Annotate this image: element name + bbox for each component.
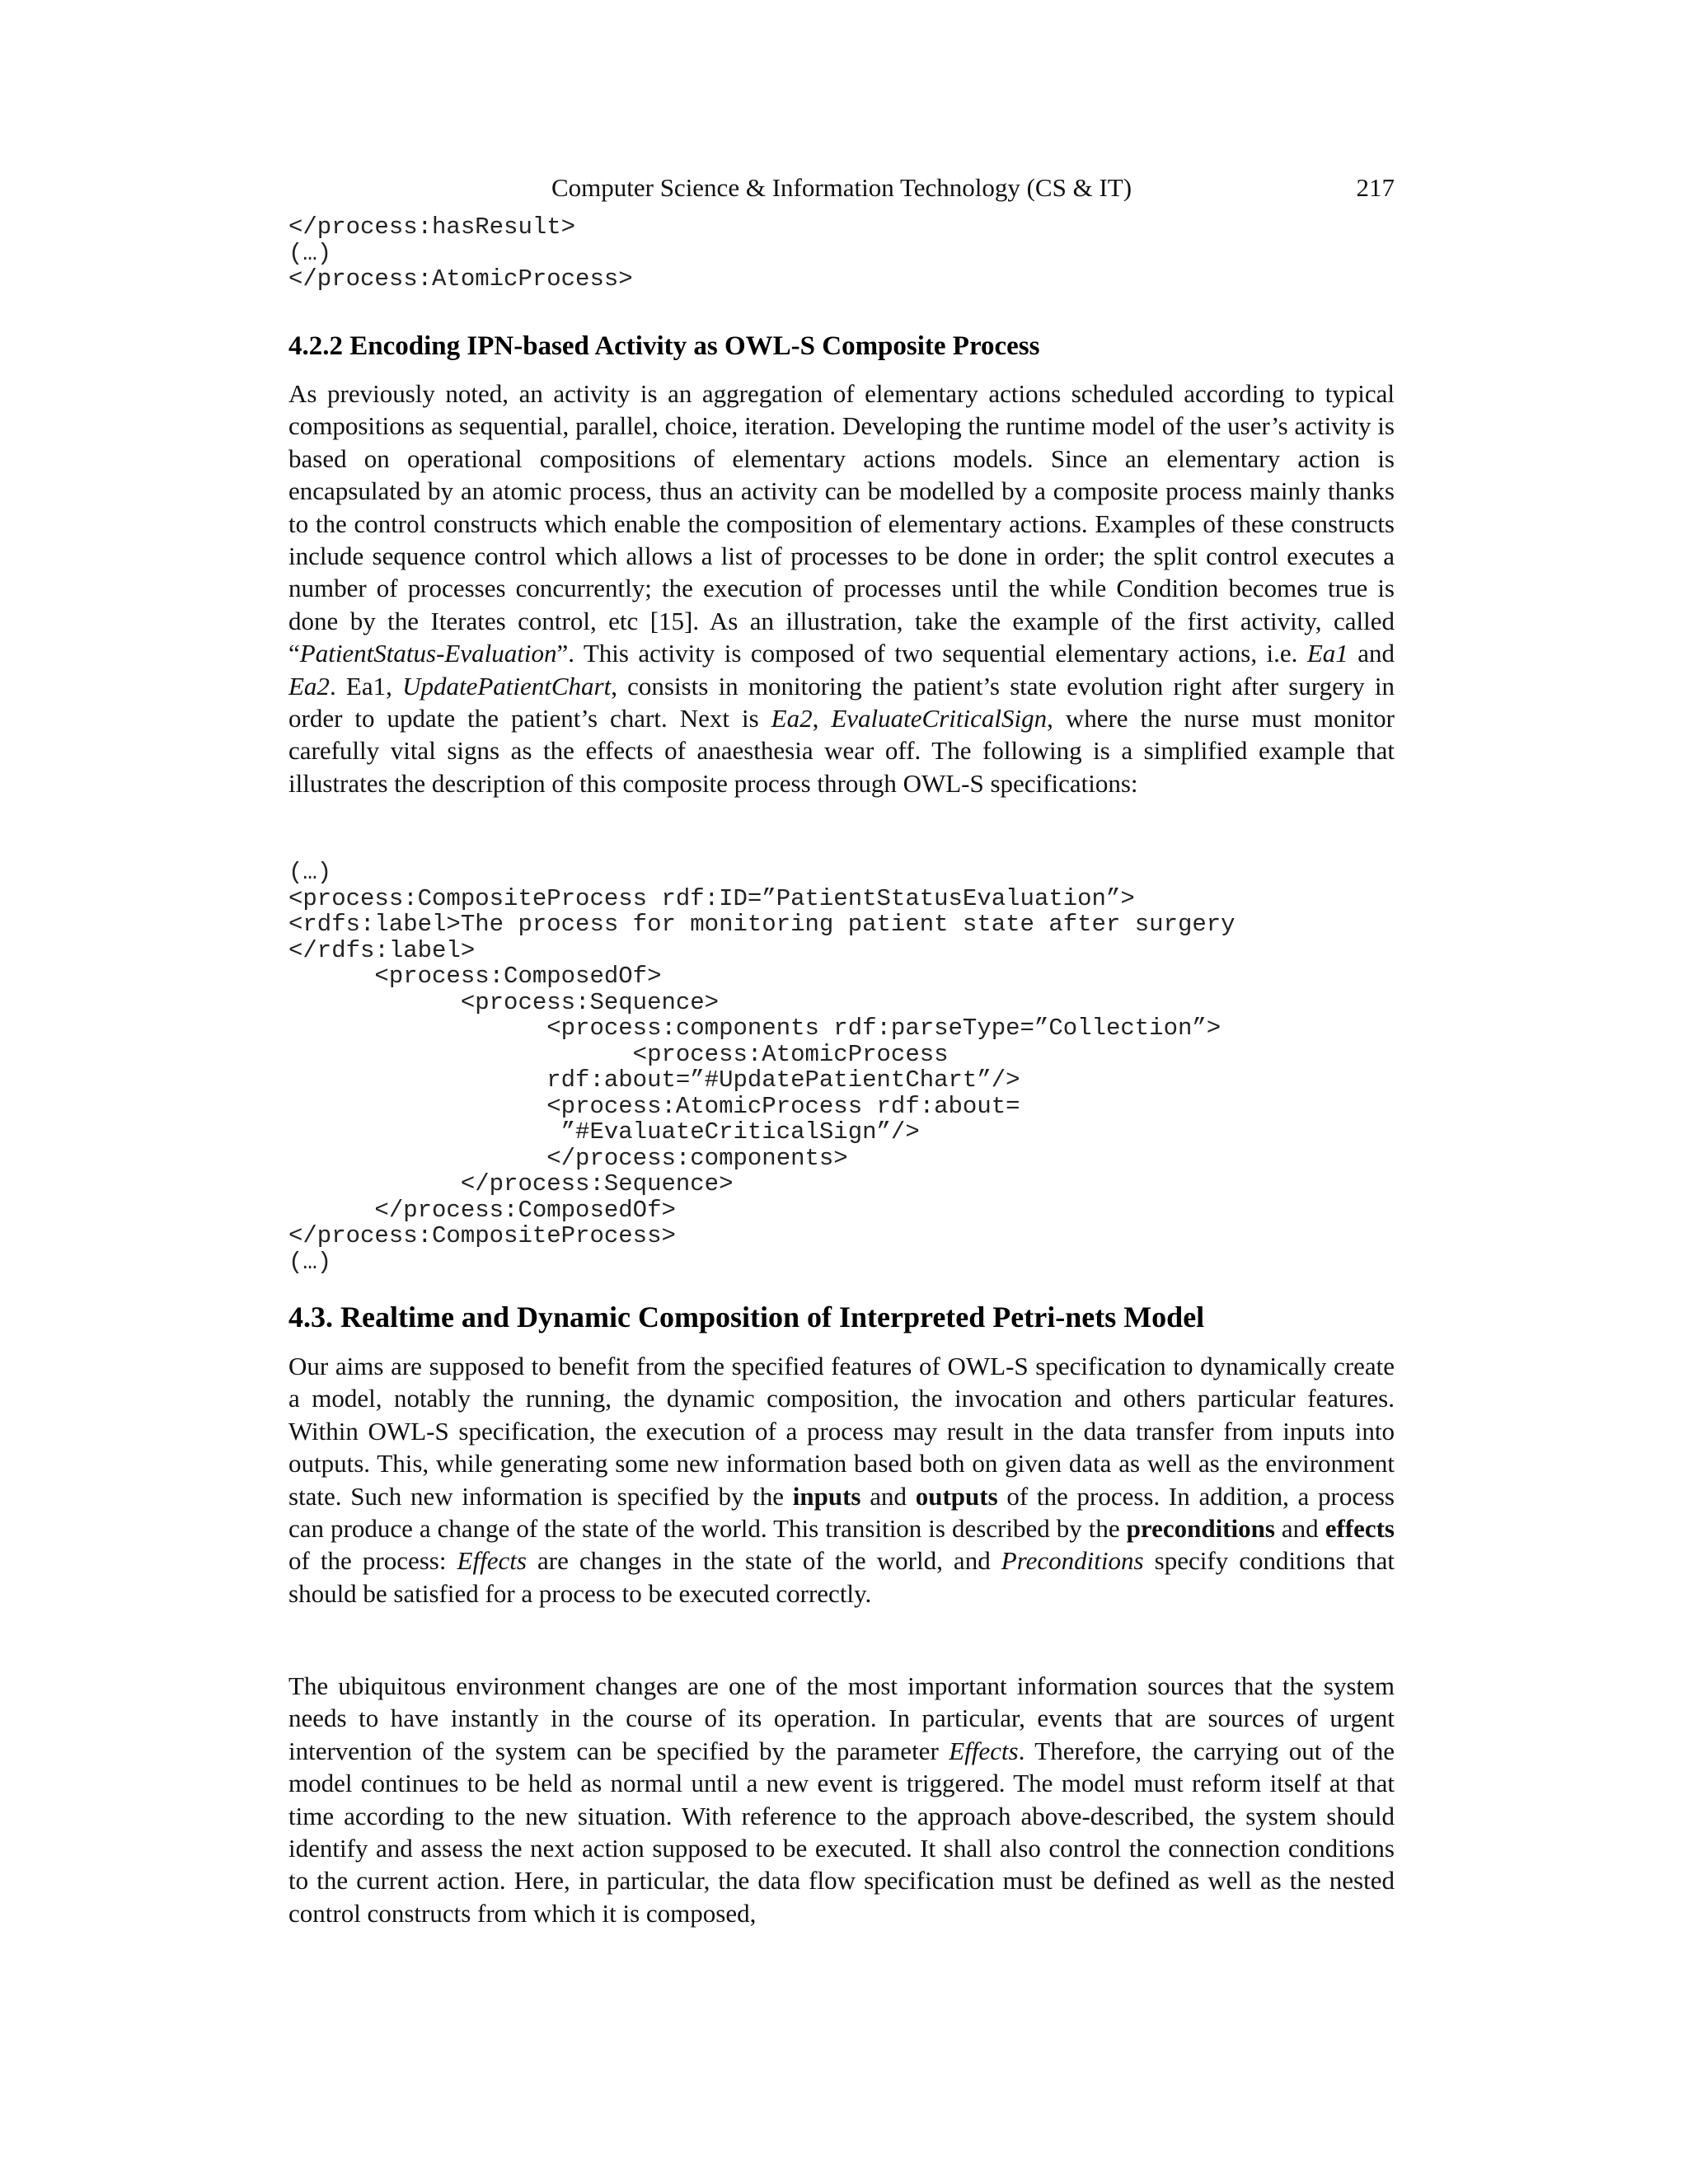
code-line: (…): [288, 1248, 332, 1276]
code-line: <process:CompositeProcess rdf:ID=”PatientStatusEvaluation”>: [288, 884, 1135, 912]
paragraph-composite-process: [288, 377, 1395, 799]
text-run: specify conditions that should be satisfied for a process to be executed correctly.: [288, 1546, 1395, 1608]
code-line: </rdfs:label>: [288, 936, 476, 964]
text-run: Our aims are supposed to benefit from the specified features of OWL-S specification to dynamically create a model, notably the running, the dynamic composition, the invocation and others particular features. Within OWL-S specification, the execution of a process may result in the data transfer from inputs into outputs. This, while generating some new information based both on given data as well as the environment state. Such new information is specified by the: [288, 1352, 1395, 1511]
text-run: are changes in the state of the world, and: [526, 1546, 1001, 1576]
term-effects-italic: Effects: [457, 1546, 527, 1576]
term-outputs: outputs: [915, 1481, 998, 1511]
section-heading-4-3: 4.3. Realtime and Dynamic Composition of Interpreted Petri-nets Model: [288, 1301, 1205, 1333]
code-line: rdf:about=”#UpdatePatientChart”/>: [288, 1066, 1020, 1094]
action-evaluate-critical-sign: EvaluateCriticalSign: [831, 704, 1048, 733]
code-line: (…): [288, 859, 332, 886]
code-line: <rdfs:label>The process for monitoring patient state after surgery: [288, 911, 1236, 938]
term-inputs: inputs: [792, 1481, 861, 1511]
running-header: [288, 170, 1395, 206]
section-heading-4-2-2: 4.2.2 Encoding IPN-based Activity as OWL-S Composite Process: [288, 331, 1040, 361]
code-line: <process:AtomicProcess rdf:about=: [288, 1092, 1020, 1120]
journal-title: Computer Science & Information Technology (CS & IT): [551, 173, 1132, 202]
text-run: ,: [812, 704, 832, 733]
page-number: 217: [1356, 173, 1395, 202]
action-ea2: Ea2: [771, 704, 813, 733]
code-line: (…): [288, 239, 332, 267]
code-line: </process:components>: [288, 1144, 848, 1172]
code-line: </process:Sequence>: [288, 1170, 734, 1197]
text-run: of the process:: [288, 1546, 457, 1576]
text-run: and: [1348, 639, 1395, 668]
text-run: , consists in monitoring the patient’s state evolution right after surgery in order to update the patient’s chart. Next is: [288, 671, 1395, 733]
term-effects-italic: Effects: [949, 1736, 1019, 1765]
code-line: </process:hasResult>: [288, 213, 576, 241]
text-run: and: [1274, 1514, 1325, 1544]
term-preconditions-italic: Preconditions: [1001, 1546, 1144, 1576]
code-block-composite-process: [288, 860, 1236, 1275]
code-line: <process:components rdf:parseType=”Collection”>: [288, 1015, 1221, 1042]
text-run: ”. This activity is composed of two sequential elementary actions, i.e.: [556, 639, 1307, 668]
code-line: </process:CompositeProcess>: [288, 1222, 676, 1249]
code-block-process-result: [288, 214, 633, 293]
code-line: </process:ComposedOf>: [288, 1196, 676, 1224]
text-run: . Therefore, the carrying out of the model continues to be held as normal until a new event is triggered. The model must reform itself at that time according to the new situation. With reference to the approach above-described, the system should identify and assess the next action supposed to be executed. It shall also control the connection conditions to the current action. Here, in particular, the data flow specification must be defined as well as the nested control constructs from which it is composed,: [288, 1736, 1395, 1928]
action-ea2: Ea2: [288, 671, 330, 701]
term-preconditions: preconditions: [1126, 1514, 1275, 1544]
text-run: of the process. In addition, a process can produce a change of the state of the world. This transition is described by the: [288, 1481, 1395, 1544]
action-update-patient-chart: UpdatePatientChart: [402, 671, 612, 701]
text-run: The ubiquitous environment changes are one of the most important information sources that the system needs to have instantly in the course of its operation. In particular, events that are sources of urgent intervention of the system can be specified by the parameter: [288, 1671, 1395, 1765]
term-effects: effects: [1325, 1514, 1395, 1544]
code-line: <process:ComposedOf>: [288, 963, 662, 990]
code-line: <process:AtomicProcess: [288, 1040, 949, 1068]
paragraph-ubiquitous-environment: [288, 1670, 1395, 1929]
code-line: <process:Sequence>: [288, 988, 720, 1016]
code-line: </process:AtomicProcess>: [288, 265, 633, 293]
text-run: As previously noted, an activity is an aggregation of elementary actions scheduled according to typical compositions as sequential, parallel, choice, iteration. Developing the runtime model of the user’s activity is based on operational compositions of elementary actions models. Since an elementary action is encapsulated by an atomic process, thus an activity can be modelled by a composite process mainly thanks to the control constructs which enable the composition of elementary actions. Examples of these constructs include sequence control which allows a list of processes to be done in order; the split control executes a number of processes concurrently; the execution of processes until the while Condition becomes true is done by the Iterates control, etc [15]. As an illustration, take the example of the first activity, called “: [288, 379, 1395, 668]
paragraph-owls-features: [288, 1350, 1395, 1610]
text-run: . Ea1,: [329, 671, 403, 701]
code-line: ”#EvaluateCriticalSign”/>: [288, 1118, 920, 1146]
text-run: , where the nurse must monitor carefully vital signs as the effects of anaesthesia wear off. The following is a simplified example that illustrates the description of this composite process through OWL-S specifications:: [288, 704, 1395, 798]
activity-name: PatientStatus-Evaluation: [299, 639, 557, 668]
action-ea1: Ea1: [1306, 639, 1348, 668]
text-run: and: [860, 1481, 916, 1511]
